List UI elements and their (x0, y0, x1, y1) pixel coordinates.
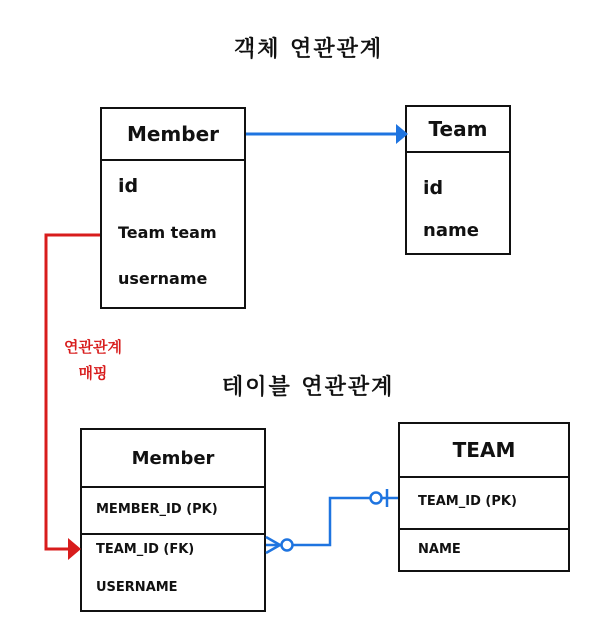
team-optional-circle (371, 493, 382, 504)
object-team-field: id (423, 177, 444, 199)
object-team-header (407, 107, 509, 153)
object-member-entity (100, 107, 246, 309)
table-team-field: NAME (418, 542, 461, 557)
table-member-field: USERNAME (96, 580, 178, 595)
object-member-name: Member (126, 122, 220, 146)
table-team-pk: TEAM_ID (PK) (418, 494, 517, 509)
object-team-field: name (423, 220, 479, 241)
table-member-field: TEAM_ID (FK) (96, 542, 195, 557)
object-member-field: Team team (118, 223, 217, 242)
object-team-entity (405, 105, 511, 255)
mapping-label-line1: 연관관계 (64, 338, 122, 356)
table-member-name: Member (131, 447, 215, 469)
mapping-label-line2: 매핑 (78, 364, 108, 382)
object-member-field: username (118, 269, 208, 288)
fk-pk-relationship-line (266, 498, 398, 545)
table-team-name: TEAM (452, 438, 516, 462)
table-team-header (400, 424, 568, 478)
object-member-field: id (118, 175, 139, 197)
table-team-entity (398, 422, 570, 572)
object-team-name: Team (428, 117, 488, 141)
crows-foot-lower (266, 545, 280, 553)
crows-foot-optional-circle (282, 540, 293, 551)
object-member-header (102, 109, 244, 161)
table-relation-title: 테이블 연관관계 (222, 375, 395, 400)
mapping-label (48, 334, 138, 386)
table-member-header (82, 430, 264, 488)
table-member-pk: MEMBER_ID (PK) (96, 502, 218, 517)
object-relation-title: 객체 연관관계 (234, 37, 384, 62)
crows-foot-upper (266, 537, 280, 545)
table-member-entity (80, 428, 266, 612)
